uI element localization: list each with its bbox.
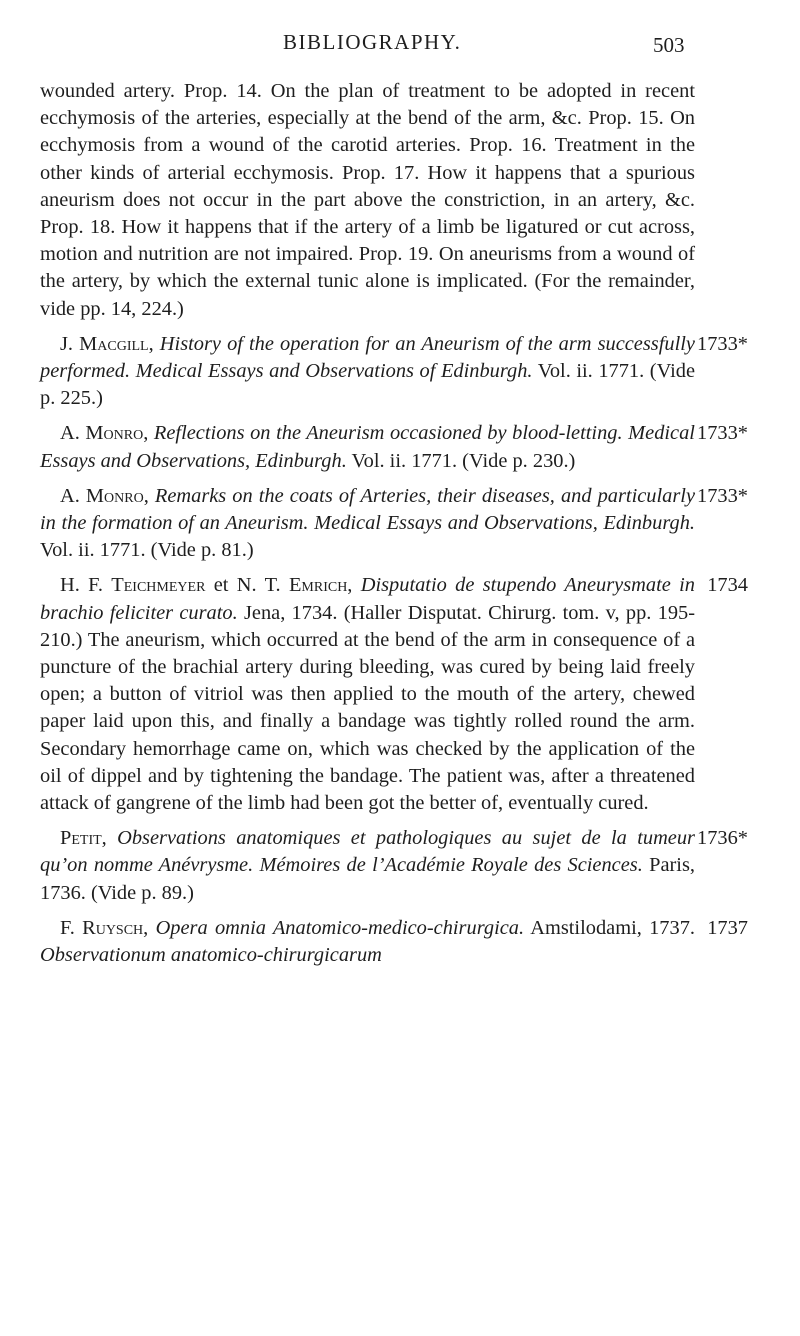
author-initial: F. bbox=[60, 916, 75, 939]
entry-year: 1733* bbox=[697, 332, 748, 355]
bibliography-entry bbox=[40, 572, 748, 817]
running-head: BIBLIOGRAPHY. bbox=[283, 30, 462, 54]
author-surname: Macgill, bbox=[79, 332, 154, 355]
entry-details: Amstilodami, 1737. bbox=[530, 916, 695, 939]
author-connector: et N. T. bbox=[213, 574, 281, 597]
entry-year: 1733* bbox=[697, 422, 748, 445]
bibliography-entry bbox=[40, 825, 748, 907]
bibliography-entry bbox=[40, 420, 748, 474]
entry-year: 1733* bbox=[697, 484, 748, 507]
entry-year: 1734 bbox=[707, 574, 748, 597]
entry-year: 1736* bbox=[697, 827, 748, 850]
entry-title: Observations anatomiques et pathologiques au sujet de la tumeur qu’on nomme Anévrysme. bbox=[40, 827, 695, 877]
entry-title: Observationum anatomico-chirurgicarum bbox=[40, 944, 382, 967]
entry-details: Vol. ii. 1771. (Vide p. 81.) bbox=[40, 539, 254, 562]
entry-source: Medical Essays and Observations of Edinburgh. bbox=[135, 360, 533, 383]
entry-details: Jena, 1734. (Haller Disputat. Chirurg. tom. v, pp. 195-210.) The aneurism, which occurred at the bend of the arm in consequence of a puncture of the brachial artery during bleeding, was cured by being laid freely open; a button of vitriol was then applied to the mouth of the artery, chewed paper laid upon this, and finally a bandage was tightly rolled round the arm. Secondary hemorrhage came on, which was checked by the application of the oil of dippel and by tightening the bandage. The patient was, after a threatened attack of gangrene of the limb had been got the better of, eventually cured. bbox=[40, 601, 695, 815]
continuation-paragraph: wounded artery. Prop. 14. On the plan of treatment to be adopted in recent ecchymosis of the arteries, especially at the bend of the arm, &c. Prop. 15. On ecchymosis from a wound of the carotid arteries. Prop. 16. Treatment in the other kinds of arterial ecchymosis. Prop. 17. How it happens that a spurious aneurism does not occur in the part above the constriction, in an artery, &c. Prop. 18. How it happens that if the artery of a limb be ligatured or cut across, motion and nutrition are not impaired. Prop. 19. On aneurisms from a wound of the artery, by which the external tunic alone is implicated. (For the remainder, vide pp. 14, 224.) bbox=[40, 80, 695, 320]
author-initial: A. bbox=[60, 422, 80, 445]
bibliography-entry bbox=[40, 331, 748, 413]
author-surname: Monro, bbox=[85, 484, 149, 507]
page-body bbox=[40, 78, 748, 969]
author-surname: Ruysch, bbox=[82, 916, 149, 939]
entry-source: Medical Essays and Observations, Edinburgh. bbox=[40, 422, 695, 472]
author-surname: Monro, bbox=[85, 422, 149, 445]
entry-title: Disputatio de stupendo Aneurysmate in brachio feliciter curato. bbox=[40, 574, 695, 624]
entry-details: Vol. ii. 1771. (Vide p. 225.) bbox=[40, 360, 695, 410]
entry-details: Paris, 1736. (Vide p. 89.) bbox=[40, 854, 695, 904]
author-surname: Teichmeyer bbox=[111, 574, 206, 597]
entry-title: Opera omnia Anatomico-medico-chirurgica. bbox=[155, 916, 525, 939]
entry-details: Vol. ii. 1771. (Vide p. 230.) bbox=[351, 449, 576, 472]
bibliography-entry bbox=[40, 915, 748, 969]
entry-title: History of the operation for an Aneurism of the arm successfully performed. bbox=[40, 332, 695, 383]
author-initial: H. F. bbox=[60, 574, 103, 597]
entry-source: Medical Essays and Observations, Edinburgh. bbox=[314, 512, 695, 535]
page-number: 503 bbox=[653, 33, 685, 57]
bibliography-entry bbox=[40, 483, 748, 565]
entry-title: Remarks on the coats of Arteries, their diseases, and particularly in the formation of an Aneurism. bbox=[40, 484, 696, 535]
entry-source: Mémoires de l’Académie Royale des Sciences. bbox=[259, 854, 643, 877]
author-initial: A. bbox=[60, 484, 80, 507]
entry-title: Reflections on the Aneurism occasioned by blood-letting. bbox=[153, 422, 623, 445]
author-surname: Petit, bbox=[60, 827, 107, 850]
entry-year: 1737 bbox=[707, 916, 748, 939]
author-surname: Emrich, bbox=[288, 574, 353, 597]
author-initial: J. bbox=[60, 332, 74, 355]
